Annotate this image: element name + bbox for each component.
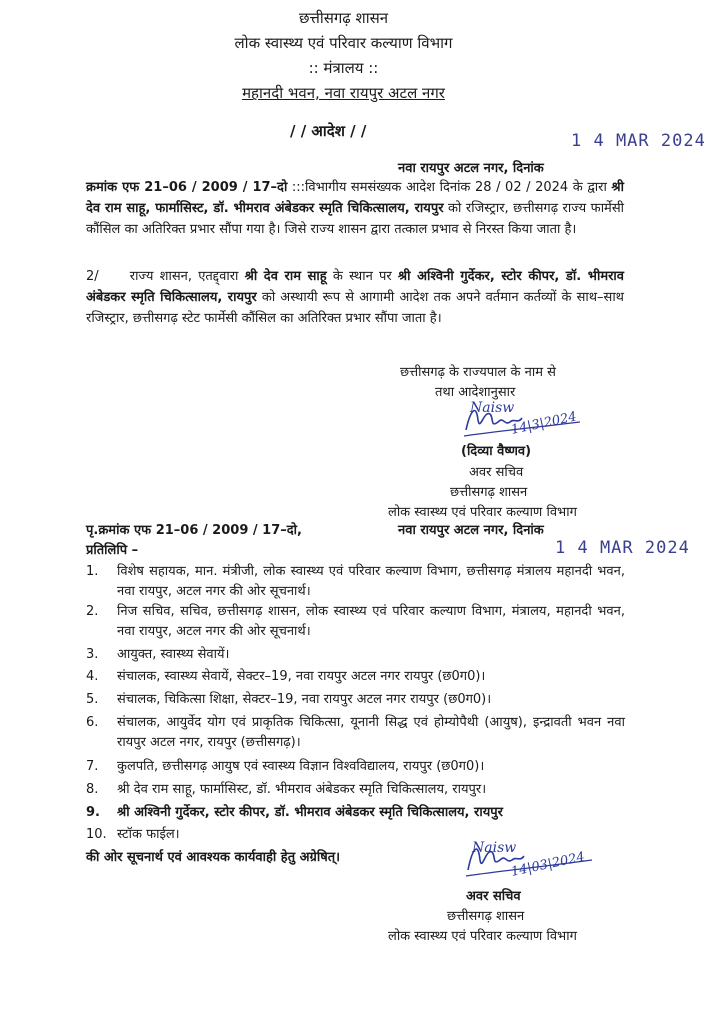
signature-2-date: 14|03|2024 <box>509 849 587 880</box>
header-line-2: लोक स्वास्थ्य एवं परिवार कल्याण विभाग <box>234 34 453 52</box>
signature-2 <box>462 830 602 890</box>
order-title: / / आदेश / / <box>290 122 367 140</box>
date-stamp-1: 1 4 MAR 2024 <box>571 131 706 151</box>
signatory-2-office-1: छत्तीसगढ़ शासन <box>447 909 525 924</box>
signature-1-name: Naisw <box>470 400 515 416</box>
header-line-1: छत्तीसगढ़ शासन <box>298 9 389 27</box>
document-page: छत्तीसगढ़ शासन लोक स्वास्थ्य एवं परिवार कल्याण विभाग :: मंत्रालय :: महानदी भवन, नवा रायपुर अटल नगर / / आदेश / / 1 4 MAR 2024 नवा रायपुर अटल नगर, दिनांक क्रमांक एफ 21–06 / 2009 / 17–दो :::विभागीय समसंख्यक आदेश दिनांक 28 / 02 / 2024 के द्वारा श्री देव राम साहू, फार्मासिस्ट, डॉ. भीमराव अंबेडकर स्मृति चिकित्सालय, रायपुर को रजिस्ट्रार, छत्तीसगढ़ राज्य फार्मेसी कौंसिल का अतिरिक्त प्रभार सौंपा गया है। जिसे राज्य शासन द्वारा तत्काल प्रभाव से निरस्त किया जाता है। 2/ राज्य शासन, एतद्द्वारा श्री देव राम साहू के स्थान पर श्री अश्विनी गुर्देकर, स्टोर कीपर, डॉ. भीमराव अंबेडकर स्मृति चिकित्सालय, रायपुर को अस्थायी रूप से आगामी आदेश तक अपने वर्तमान कर्तव्यों के साथ–साथ रजिस्ट्रार, छत्तीसगढ़ स्टेट फार्मेसी कौंसिल का अतिरिक्त प्रभार सौंपा जाता है। छत्तीसगढ़ के राज्यपाल के नाम से तथा आदेशानुसार Naisw 14|3|2024 (दिव्या वैष्णव) अवर सचिव छत्तीसगढ़ शासन लोक स्वास्थ्य एवं परिवार कल्याण विभाग पृ.क्रमांक एफ 21–06 / 2009 / 17–दो, नवा रायपुर अटल नगर, दिनांक 1 4 MAR 2024 प्रतिलिपि – 1. विशेष सहायक, मान. मंत्रीजी, लोक स्वास्थ्य एवं परिवार कल्याण विभाग, छत्तीसगढ़ मंत्रालय महानदी भवन, नवा रायपुर, अटल नगर की ओर सूचनार्थ। 2. निज सचिव, सचिव, छत्तीसगढ़ शासन, लोक स्वास्थ्य एवं परिवार कल्याण विभाग, मंत्रालय, महानदी भवन, नवा रायपुर, अटल नगर की ओर सूचनार्थ। 3. आयुक्त, स्वास्थ्य सेवायें। 4. संचालक, स्वास्थ्य सेवायें, सेक्टर–19, नवा रायपुर अटल नगर रायपुर (छ0ग0)। 5. संचालक, चिकित्सा शिक्षा, सेक्टर–19, नवा रायपुर अटल नगर रायपुर (छ0ग0)। 6. संचालक, आयुर्वेद योग एवं प्राकृतिक चिकित्सा, यूनानी सिद्ध एवं होम्योपैथी (आयुष), इन्द्रावती भवन नवा रायपुर अटल नगर, रायपुर (छत्तीसगढ़)। 7. कुलपति, छत्तीसगढ़ आयुष एवं स्वास्थ्य विज्ञान विश्वविद्यालय, रायपुर (छ0ग0)। 8. श्री देव राम साहू, फार्मासिस्ट, डॉ. भीमराव अंबेडकर स्मृति चिकित्सालय, रायपुर। 9. श्री अश्विनी गुर्देकर, स्टोर कीपर, डॉ. भीमराव अंबेडकर स्मृति चिकित्सालय, रायपुर 10. स्टॉक फाईल। की ओर सूचनार्थ एवं आवश्यक कार्यवाही हेतु अग्रेषित्। Naisw 14|03|2024 अवर सचिव छत्तीसगढ़ शासन लोक स्वास्थ्य एवं परिवार कल्याण विभाग <box>0 0 687 1024</box>
signatory-office-1: छत्तीसगढ़ शासन <box>450 485 528 500</box>
signatory-2-office-2: लोक स्वास्थ्य एवं परिवार कल्याण विभाग <box>388 929 577 944</box>
governor-line-1: छत्तीसगढ़ के राज्यपाल के नाम से <box>400 365 556 380</box>
signatory-designation: अवर सचिव <box>469 465 524 480</box>
endorsement-number: पृ.क्रमांक एफ 21–06 / 2009 / 17–दो, <box>86 523 302 538</box>
place-date: नवा रायपुर अटल नगर, दिनांक <box>398 161 544 176</box>
order-paragraph-2: 2/ राज्य शासन, एतद्द्वारा श्री देव राम साहू के स्थान पर श्री अश्विनी गुर्देकर, स्टोर कीपर, डॉ. भीमराव अंबेडकर स्मृति चिकित्सालय, रायपुर को अस्थायी रूप से आगामी आदेश तक अपने वर्तमान कर्तव्यों के साथ–साथ रजिस्ट्रार, छत्तीसगढ़ स्टेट फार्मेसी कौंसिल का अतिरिक्त प्रभार सौंपा जाता है। <box>86 269 625 326</box>
order-paragraph-1: क्रमांक एफ 21–06 / 2009 / 17–दो :::विभागीय समसंख्यक आदेश दिनांक 28 / 02 / 2024 के द्वारा श्री देव राम साहू, फार्मासिस्ट, डॉ. भीमराव अंबेडकर स्मृति चिकित्सालय, रायपुर को रजिस्ट्रार, छत्तीसगढ़ राज्य फार्मेसी कौंसिल का अतिरिक्त प्रभार सौंपा गया है। जिसे राज्य शासन द्वारा तत्काल प्रभाव से निरस्त किया जाता है। <box>86 180 624 237</box>
signature-2-name: Naisw <box>472 840 517 856</box>
header-line-3: :: मंत्रालय :: <box>308 59 379 77</box>
header-line-4: महानदी भवन, नवा रायपुर अटल नगर <box>242 84 445 102</box>
date-stamp-2: 1 4 MAR 2024 <box>555 538 690 558</box>
signature-1-date: 14|3|2024 <box>509 409 579 438</box>
endorsement-place-date: नवा रायपुर अटल नगर, दिनांक <box>398 523 544 538</box>
governor-line-2: तथा आदेशानुसार <box>435 385 516 400</box>
copy-label: प्रतिलिपि – <box>86 543 139 558</box>
signatory-office-2: लोक स्वास्थ्य एवं परिवार कल्याण विभाग <box>388 505 577 520</box>
signatory-name: (दिव्या वैष्णव) <box>461 444 532 459</box>
closing-line: की ओर सूचनार्थ एवं आवश्यक कार्यवाही हेतु अग्रेषित्। <box>86 850 341 865</box>
signatory-2-designation: अवर सचिव <box>466 889 521 904</box>
